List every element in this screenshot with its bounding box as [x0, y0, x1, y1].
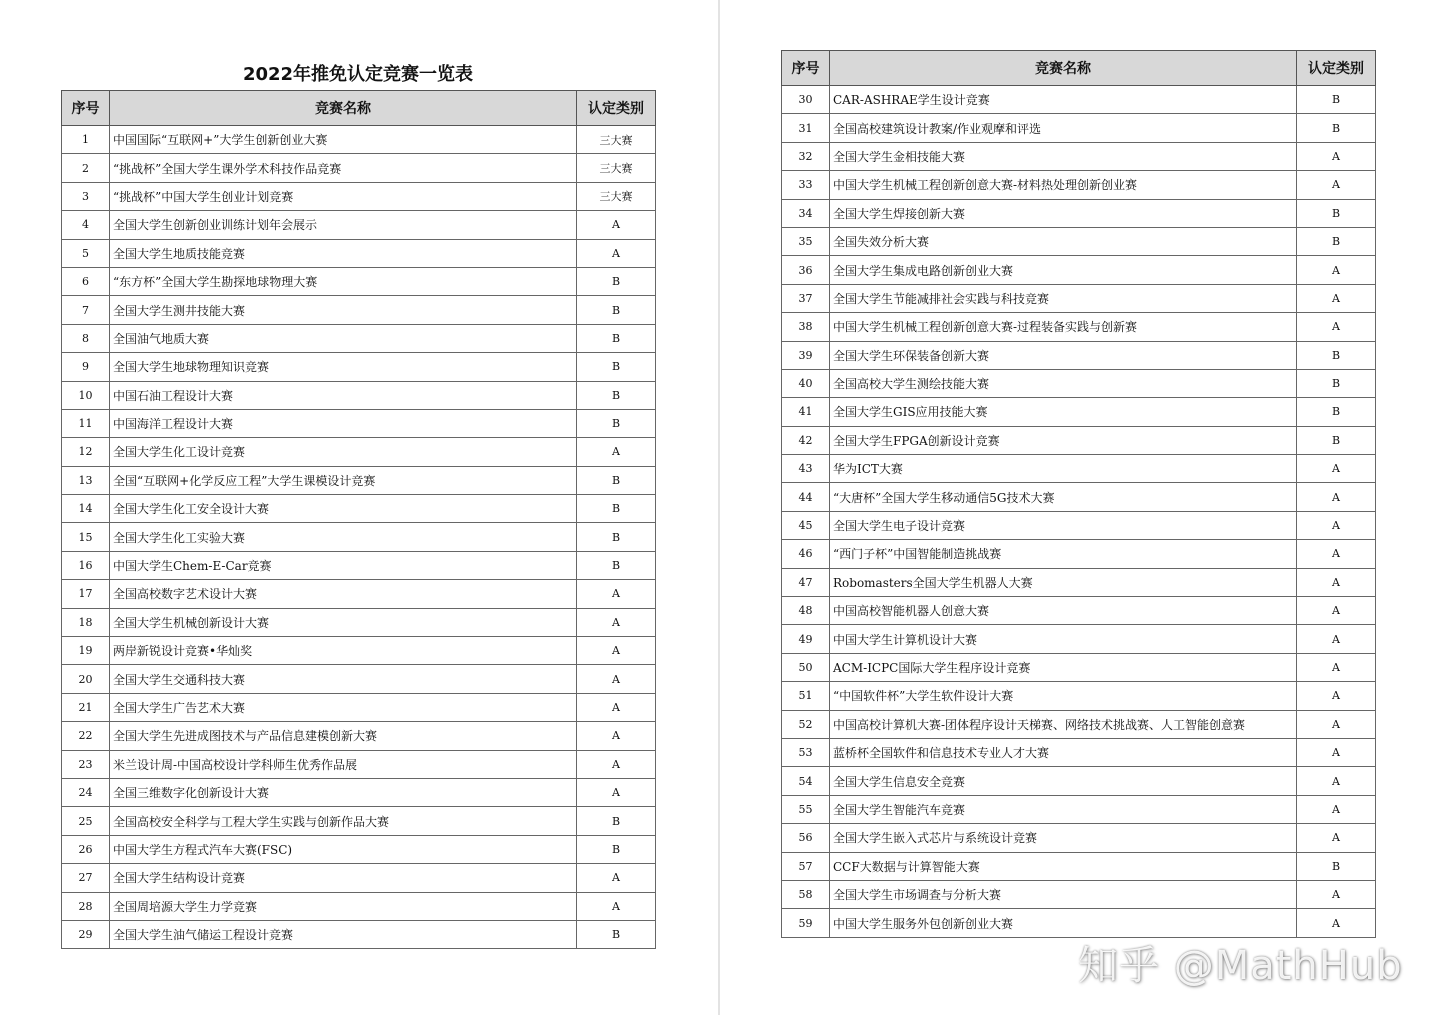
competition-category: A: [1297, 142, 1376, 170]
competition-name: 中国大学生服务外包创新创业大赛: [830, 909, 1297, 937]
competition-name: 全国大学生节能减排社会实践与科技竞赛: [830, 284, 1297, 312]
table-row: [782, 880, 1376, 908]
table-row: [62, 551, 656, 579]
page-divider: [718, 0, 720, 1015]
table-row: [62, 324, 656, 352]
competition-name: 全国“互联网+化学反应工程”大学生课模设计竞赛: [110, 466, 577, 494]
competition-name: 中国大学生计算机设计大赛: [830, 625, 1297, 653]
competition-name: “东方杯”全国大学生勘探地球物理大赛: [110, 267, 577, 295]
competition-name: 中国大学生Chem-E-Car竞赛: [110, 551, 577, 579]
row-number: 52: [782, 710, 830, 738]
competition-name: 全国三维数字化创新设计大赛: [110, 778, 577, 806]
competition-name: 全国大学生智能汽车竞赛: [830, 795, 1297, 823]
row-number: 50: [782, 653, 830, 681]
table-row: [62, 495, 656, 523]
row-number: 23: [62, 750, 110, 778]
table-row: [62, 722, 656, 750]
header-num: 序号: [782, 51, 830, 86]
competition-name: 全国大学生结构设计竞赛: [110, 864, 577, 892]
table-row: [782, 682, 1376, 710]
competition-category: A: [1297, 313, 1376, 341]
row-number: 7: [62, 296, 110, 324]
row-number: 45: [782, 511, 830, 539]
header-num: 序号: [62, 91, 110, 126]
table-row: [782, 625, 1376, 653]
competition-category: A: [1297, 597, 1376, 625]
row-number: 28: [62, 892, 110, 920]
row-number: 44: [782, 483, 830, 511]
row-number: 12: [62, 438, 110, 466]
row-number: 20: [62, 665, 110, 693]
table-row: [782, 568, 1376, 596]
row-number: 36: [782, 256, 830, 284]
table-row: [782, 199, 1376, 227]
competition-name: 全国大学生电子设计竞赛: [830, 511, 1297, 539]
row-number: 37: [782, 284, 830, 312]
row-number: 40: [782, 369, 830, 397]
table-row: [62, 409, 656, 437]
competition-category: A: [1297, 568, 1376, 596]
competition-name: 中国高校计算机大赛-团体程序设计天梯赛、网络技术挑战赛、人工智能创意赛: [830, 710, 1297, 738]
table-row: [62, 665, 656, 693]
competition-category: A: [577, 608, 656, 636]
table-row: [62, 466, 656, 494]
competition-category: A: [1297, 767, 1376, 795]
competition-category: A: [1297, 795, 1376, 823]
table-row: [782, 284, 1376, 312]
row-number: 33: [782, 171, 830, 199]
table-row: [782, 653, 1376, 681]
competition-category: A: [1297, 909, 1376, 937]
competition-name: 中国海洋工程设计大赛: [110, 409, 577, 437]
table-row: [62, 637, 656, 665]
row-number: 18: [62, 608, 110, 636]
competition-table-left: [61, 90, 656, 949]
table-row: [62, 211, 656, 239]
table-row: [62, 523, 656, 551]
table-row: [782, 511, 1376, 539]
row-number: 2: [62, 154, 110, 182]
competition-name: ACM-ICPC国际大学生程序设计竞赛: [830, 653, 1297, 681]
competition-category: B: [1297, 227, 1376, 255]
table-row: [782, 738, 1376, 766]
table-row: [62, 693, 656, 721]
table-row: [782, 142, 1376, 170]
competition-name: 全国大学生信息安全竞赛: [830, 767, 1297, 795]
table-row: [62, 296, 656, 324]
table-row: [782, 597, 1376, 625]
row-number: 14: [62, 495, 110, 523]
table-row: [62, 182, 656, 210]
competition-category: B: [1297, 369, 1376, 397]
row-number: 4: [62, 211, 110, 239]
table-row: [782, 256, 1376, 284]
table-row: [62, 580, 656, 608]
row-number: 53: [782, 738, 830, 766]
competition-name: 全国油气地质大赛: [110, 324, 577, 352]
row-number: 26: [62, 835, 110, 863]
competition-name: 华为ICT大赛: [830, 455, 1297, 483]
competition-name: 全国大学生测井技能大赛: [110, 296, 577, 324]
table-row: [62, 438, 656, 466]
row-number: 29: [62, 920, 110, 948]
competition-name: 中国大学生机械工程创新创意大赛-材料热处理创新创业赛: [830, 171, 1297, 199]
header-category: 认定类别: [577, 91, 656, 126]
competition-name: 全国大学生FPGA创新设计竞赛: [830, 426, 1297, 454]
competition-name: 全国高校数字艺术设计大赛: [110, 580, 577, 608]
table-row: [782, 767, 1376, 795]
competition-name: 全国大学生地质技能竞赛: [110, 239, 577, 267]
table-row: [62, 778, 656, 806]
table-row: [62, 750, 656, 778]
competition-category: A: [577, 864, 656, 892]
competition-name: 全国大学生集成电路创新创业大赛: [830, 256, 1297, 284]
row-number: 51: [782, 682, 830, 710]
row-number: 56: [782, 824, 830, 852]
competition-name: 全国大学生化工安全设计大赛: [110, 495, 577, 523]
table-row: [62, 126, 656, 154]
competition-category: A: [1297, 880, 1376, 908]
competition-name: “大唐杯”全国大学生移动通信5G技术大赛: [830, 483, 1297, 511]
competition-category: B: [577, 807, 656, 835]
table-row: [782, 795, 1376, 823]
row-number: 27: [62, 864, 110, 892]
table-row: [62, 835, 656, 863]
competition-category: B: [1297, 199, 1376, 227]
table-row: [62, 892, 656, 920]
row-number: 16: [62, 551, 110, 579]
table-row: [62, 239, 656, 267]
row-number: 30: [782, 86, 830, 114]
table-row: [62, 267, 656, 295]
row-number: 49: [782, 625, 830, 653]
row-number: 58: [782, 880, 830, 908]
competition-category: B: [1297, 114, 1376, 142]
competition-category: B: [577, 409, 656, 437]
table-row: [782, 114, 1376, 142]
row-number: 43: [782, 455, 830, 483]
competition-name: 全国大学生创新创业训练计划年会展示: [110, 211, 577, 239]
competition-category: A: [1297, 738, 1376, 766]
table-row: [782, 86, 1376, 114]
competition-category: A: [1297, 625, 1376, 653]
row-number: 1: [62, 126, 110, 154]
competition-name: Robomasters全国大学生机器人大赛: [830, 568, 1297, 596]
competition-name: 全国大学生环保装备创新大赛: [830, 341, 1297, 369]
competition-category: A: [1297, 824, 1376, 852]
competition-category: A: [1297, 653, 1376, 681]
row-number: 6: [62, 267, 110, 295]
table-row: [62, 608, 656, 636]
page-title: 2022年推免认定竞赛一览表: [242, 64, 474, 85]
competition-category: 三大赛: [577, 154, 656, 182]
row-number: 55: [782, 795, 830, 823]
competition-category: A: [1297, 682, 1376, 710]
row-number: 41: [782, 398, 830, 426]
competition-category: A: [577, 778, 656, 806]
competition-name: 全国大学生广告艺术大赛: [110, 693, 577, 721]
competition-name: “西门子杯”中国智能制造挑战赛: [830, 540, 1297, 568]
table-row: [782, 710, 1376, 738]
table-row: [782, 398, 1376, 426]
competition-category: A: [577, 892, 656, 920]
competition-name: 两岸新锐设计竞赛•华灿奖: [110, 637, 577, 665]
competition-category: A: [1297, 540, 1376, 568]
table-row: [782, 824, 1376, 852]
competition-name: 米兰设计周-中国高校设计学科师生优秀作品展: [110, 750, 577, 778]
competition-name: 全国高校安全科学与工程大学生实践与创新作品大赛: [110, 807, 577, 835]
table-row: [782, 341, 1376, 369]
competition-category: A: [1297, 710, 1376, 738]
competition-name: 全国大学生交通科技大赛: [110, 665, 577, 693]
competition-category: A: [1297, 171, 1376, 199]
competition-name: 中国石油工程设计大赛: [110, 381, 577, 409]
row-number: 5: [62, 239, 110, 267]
table-row: [62, 864, 656, 892]
table-row: [782, 426, 1376, 454]
row-number: 39: [782, 341, 830, 369]
competition-category: B: [577, 466, 656, 494]
competition-category: B: [1297, 86, 1376, 114]
competition-category: A: [1297, 455, 1376, 483]
competition-category: B: [577, 523, 656, 551]
row-number: 22: [62, 722, 110, 750]
table-row: [782, 540, 1376, 568]
competition-category: A: [577, 211, 656, 239]
competition-name: 中国大学生方程式汽车大赛(FSC): [110, 835, 577, 863]
competition-category: B: [577, 296, 656, 324]
competition-category: B: [577, 267, 656, 295]
table-row: [62, 381, 656, 409]
row-number: 11: [62, 409, 110, 437]
competition-name: “挑战杯”全国大学生课外学术科技作品竞赛: [110, 154, 577, 182]
competition-name: 全国大学生油气储运工程设计竞赛: [110, 920, 577, 948]
competition-name: 全国大学生GIS应用技能大赛: [830, 398, 1297, 426]
competition-category: A: [577, 637, 656, 665]
row-number: 24: [62, 778, 110, 806]
competition-category: B: [577, 324, 656, 352]
row-number: 31: [782, 114, 830, 142]
competition-name: 中国国际“互联网+”大学生创新创业大赛: [110, 126, 577, 154]
row-number: 59: [782, 909, 830, 937]
row-number: 17: [62, 580, 110, 608]
row-number: 15: [62, 523, 110, 551]
competition-name: CAR-ASHRAE学生设计竞赛: [830, 86, 1297, 114]
row-number: 47: [782, 568, 830, 596]
competition-category: A: [577, 438, 656, 466]
competition-category: B: [577, 551, 656, 579]
row-number: 25: [62, 807, 110, 835]
competition-category: A: [577, 693, 656, 721]
competition-category: B: [1297, 341, 1376, 369]
table-row: [782, 171, 1376, 199]
table-header-row: [62, 91, 656, 126]
row-number: 9: [62, 353, 110, 381]
competition-name: 全国失效分析大赛: [830, 227, 1297, 255]
competition-table-right: [781, 50, 1376, 938]
row-number: 10: [62, 381, 110, 409]
row-number: 21: [62, 693, 110, 721]
competition-category: A: [577, 580, 656, 608]
row-number: 32: [782, 142, 830, 170]
header-name: 竞赛名称: [830, 51, 1297, 86]
competition-name: 全国大学生金相技能大赛: [830, 142, 1297, 170]
row-number: 57: [782, 852, 830, 880]
table-row: [782, 852, 1376, 880]
table-row: [62, 807, 656, 835]
competition-category: A: [1297, 284, 1376, 312]
competition-name: 全国高校建筑设计教案/作业观摩和评选: [830, 114, 1297, 142]
competition-name: CCF大数据与计算智能大赛: [830, 852, 1297, 880]
competition-category: 三大赛: [577, 182, 656, 210]
table-row: [62, 920, 656, 948]
competition-category: B: [1297, 398, 1376, 426]
competition-category: B: [577, 920, 656, 948]
competition-category: A: [577, 239, 656, 267]
competition-category: B: [1297, 426, 1376, 454]
competition-category: A: [1297, 483, 1376, 511]
competition-name: 全国大学生先进成图技术与产品信息建模创新大赛: [110, 722, 577, 750]
competition-category: B: [577, 495, 656, 523]
table-row: [782, 483, 1376, 511]
row-number: 8: [62, 324, 110, 352]
competition-name: “中国软件杯”大学生软件设计大赛: [830, 682, 1297, 710]
competition-name: 全国大学生地球物理知识竞赛: [110, 353, 577, 381]
row-number: 38: [782, 313, 830, 341]
competition-name: 全国周培源大学生力学竞赛: [110, 892, 577, 920]
competition-name: “挑战杯”中国大学生创业计划竞赛: [110, 182, 577, 210]
competition-category: 三大赛: [577, 126, 656, 154]
competition-name: 中国大学生机械工程创新创意大赛-过程装备实践与创新赛: [830, 313, 1297, 341]
table-row: [62, 353, 656, 381]
row-number: 19: [62, 637, 110, 665]
table-row: [782, 313, 1376, 341]
competition-category: A: [577, 722, 656, 750]
header-category: 认定类别: [1297, 51, 1376, 86]
competition-category: B: [577, 381, 656, 409]
competition-name: 全国大学生嵌入式芯片与系统设计竞赛: [830, 824, 1297, 852]
competition-category: B: [1297, 852, 1376, 880]
table-row: [782, 455, 1376, 483]
row-number: 48: [782, 597, 830, 625]
competition-name: 全国大学生焊接创新大赛: [830, 199, 1297, 227]
competition-category: A: [1297, 511, 1376, 539]
competition-name: 全国高校大学生测绘技能大赛: [830, 369, 1297, 397]
row-number: 54: [782, 767, 830, 795]
competition-category: A: [577, 750, 656, 778]
table-row: [782, 227, 1376, 255]
competition-name: 中国高校智能机器人创意大赛: [830, 597, 1297, 625]
competition-category: A: [577, 665, 656, 693]
row-number: 3: [62, 182, 110, 210]
table-row: [62, 154, 656, 182]
table-row: [782, 369, 1376, 397]
row-number: 42: [782, 426, 830, 454]
competition-category: B: [577, 835, 656, 863]
row-number: 35: [782, 227, 830, 255]
row-number: 13: [62, 466, 110, 494]
competition-category: B: [577, 353, 656, 381]
competition-name: 全国大学生化工实验大赛: [110, 523, 577, 551]
watermark: 知乎 @MathHub: [1078, 943, 1403, 989]
table-row: [782, 909, 1376, 937]
competition-name: 全国大学生机械创新设计大赛: [110, 608, 577, 636]
row-number: 34: [782, 199, 830, 227]
competition-name: 全国大学生化工设计竞赛: [110, 438, 577, 466]
row-number: 46: [782, 540, 830, 568]
competition-name: 蓝桥杯全国软件和信息技术专业人才大赛: [830, 738, 1297, 766]
competition-category: A: [1297, 256, 1376, 284]
competition-name: 全国大学生市场调查与分析大赛: [830, 880, 1297, 908]
table-header-row: [782, 51, 1376, 86]
header-name: 竞赛名称: [110, 91, 577, 126]
